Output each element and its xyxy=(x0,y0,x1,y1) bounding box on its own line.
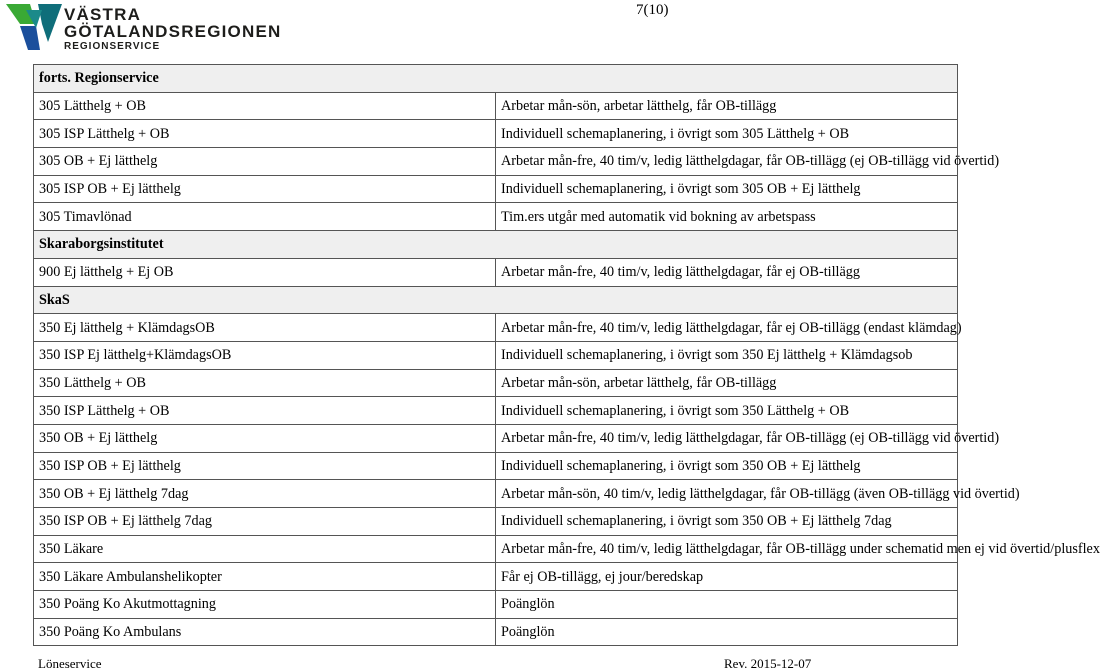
table-row xyxy=(34,397,958,425)
schedule-code-cell: 350 ISP Ej lätthelg+KlämdagsOB xyxy=(34,341,496,369)
table-row xyxy=(34,618,958,646)
schedule-code-cell: 305 OB + Ej lätthelg xyxy=(34,148,496,176)
table-row xyxy=(34,175,958,203)
schedule-code-cell: 350 ISP OB + Ej lätthelg 7dag xyxy=(34,508,496,536)
schedule-description-cell: Individuell schemaplanering, i övrigt som 350 OB + Ej lätthelg 7dag xyxy=(496,508,958,536)
vgr-emblem-icon xyxy=(6,2,62,52)
table-row xyxy=(34,563,958,591)
section-header-row xyxy=(34,286,958,314)
schedule-description-cell: Arbetar mån-sön, arbetar lätthelg, får OB-tillägg xyxy=(496,369,958,397)
section-title: SkaS xyxy=(34,286,958,314)
table-row xyxy=(34,369,958,397)
schedule-description-cell: Arbetar mån-fre, 40 tim/v, ledig lätthelgdagar, får ej OB-tillägg xyxy=(496,258,958,286)
logo-line-1: VÄSTRA xyxy=(64,5,142,24)
section-header-row xyxy=(34,231,958,259)
schedule-code-cell: 350 ISP Lätthelg + OB xyxy=(34,397,496,425)
schedule-description-cell: Individuell schemaplanering, i övrigt som 305 OB + Ej lätthelg xyxy=(496,175,958,203)
table-row xyxy=(34,341,958,369)
schedule-code-cell: 305 ISP OB + Ej lätthelg xyxy=(34,175,496,203)
codes-table-body xyxy=(34,65,1100,646)
table-row xyxy=(34,591,958,619)
table-row xyxy=(34,508,958,536)
schedule-description-cell: Får ej OB-tillägg, ej jour/beredskap xyxy=(496,563,958,591)
schedule-description-cell: Arbetar mån-sön, arbetar lätthelg, får OB-tillägg xyxy=(496,92,958,120)
footer-revision: Rev. 2015-12-07 xyxy=(724,656,812,671)
logo-line-2: GÖTALANDSREGIONEN xyxy=(64,22,282,41)
schedule-description-cell: Individuell schemaplanering, i övrigt som 305 Lätthelg + OB xyxy=(496,120,958,148)
schedule-code-cell: 350 ISP OB + Ej lätthelg xyxy=(34,452,496,480)
vgr-logo xyxy=(6,2,282,54)
schedule-description-cell: Arbetar mån-sön, 40 tim/v, ledig lätthelgdagar, får OB-tillägg (även OB-tillägg vid övertid) xyxy=(496,480,958,508)
schedule-description-cell: Tim.ers utgår med automatik vid bokning av arbetspass xyxy=(496,203,958,231)
table-row xyxy=(34,203,958,231)
schedule-description-cell: Arbetar mån-fre, 40 tim/v, ledig lätthelgdagar, får OB-tillägg under schematid men ej vid övertid/plusflex xyxy=(496,535,958,563)
schedule-code-cell: 305 ISP Lätthelg + OB xyxy=(34,120,496,148)
table-row xyxy=(34,148,958,176)
schedule-code-cell: 305 Timavlönad xyxy=(34,203,496,231)
table-row xyxy=(34,452,958,480)
schedule-code-cell: 350 Poäng Ko Ambulans xyxy=(34,618,496,646)
schedule-description-cell: Arbetar mån-fre, 40 tim/v, ledig lätthelgdagar, får ej OB-tillägg (endast klämdag) xyxy=(496,314,958,342)
schedule-code-cell: 350 OB + Ej lätthelg 7dag xyxy=(34,480,496,508)
schedule-code-cell: 350 Poäng Ko Akutmottagning xyxy=(34,591,496,619)
table-row xyxy=(34,424,958,452)
section-title: Skaraborgsinstitutet xyxy=(34,231,958,259)
schedule-description-cell: Individuell schemaplanering, i övrigt som 350 OB + Ej lätthelg xyxy=(496,452,958,480)
codes-table xyxy=(33,64,1100,646)
schedule-description-cell: Arbetar mån-fre, 40 tim/v, ledig lätthelgdagar, får OB-tillägg (ej OB-tillägg vid övertid) xyxy=(496,424,958,452)
table-row xyxy=(34,120,958,148)
section-title: forts. Regionservice xyxy=(34,65,958,93)
schedule-code-cell: 350 Lätthelg + OB xyxy=(34,369,496,397)
schedule-code-cell: 900 Ej lätthelg + Ej OB xyxy=(34,258,496,286)
schedule-description-cell: Individuell schemaplanering, i övrigt som 350 Ej lätthelg + Klämdagsob xyxy=(496,341,958,369)
page-number: 7(10) xyxy=(636,2,669,18)
schedule-code-cell: 350 Ej lätthelg + KlämdagsOB xyxy=(34,314,496,342)
logo-line-3: REGIONSERVICE xyxy=(64,41,161,52)
schedule-code-cell: 350 OB + Ej lätthelg xyxy=(34,424,496,452)
logo-wordmark xyxy=(64,6,281,53)
schedule-code-cell: 350 Läkare Ambulanshelikopter xyxy=(34,563,496,591)
table-row xyxy=(34,535,958,563)
schedule-description-cell: Individuell schemaplanering, i övrigt som 350 Lätthelg + OB xyxy=(496,397,958,425)
schedule-description-cell: Poänglön xyxy=(496,618,958,646)
schedule-description-cell: Arbetar mån-fre, 40 tim/v, ledig lätthelgdagar, får OB-tillägg (ej OB-tillägg vid övertid) xyxy=(496,148,958,176)
schedule-description-cell: Poänglön xyxy=(496,591,958,619)
section-header-row xyxy=(34,65,958,93)
schedule-code-cell: 305 Lätthelg + OB xyxy=(34,92,496,120)
table-row xyxy=(34,314,958,342)
schedule-code-cell: 350 Läkare xyxy=(34,535,496,563)
footer-department: Löneservice xyxy=(38,656,102,671)
table-row xyxy=(34,92,958,120)
table-row xyxy=(34,258,958,286)
table-row xyxy=(34,480,958,508)
